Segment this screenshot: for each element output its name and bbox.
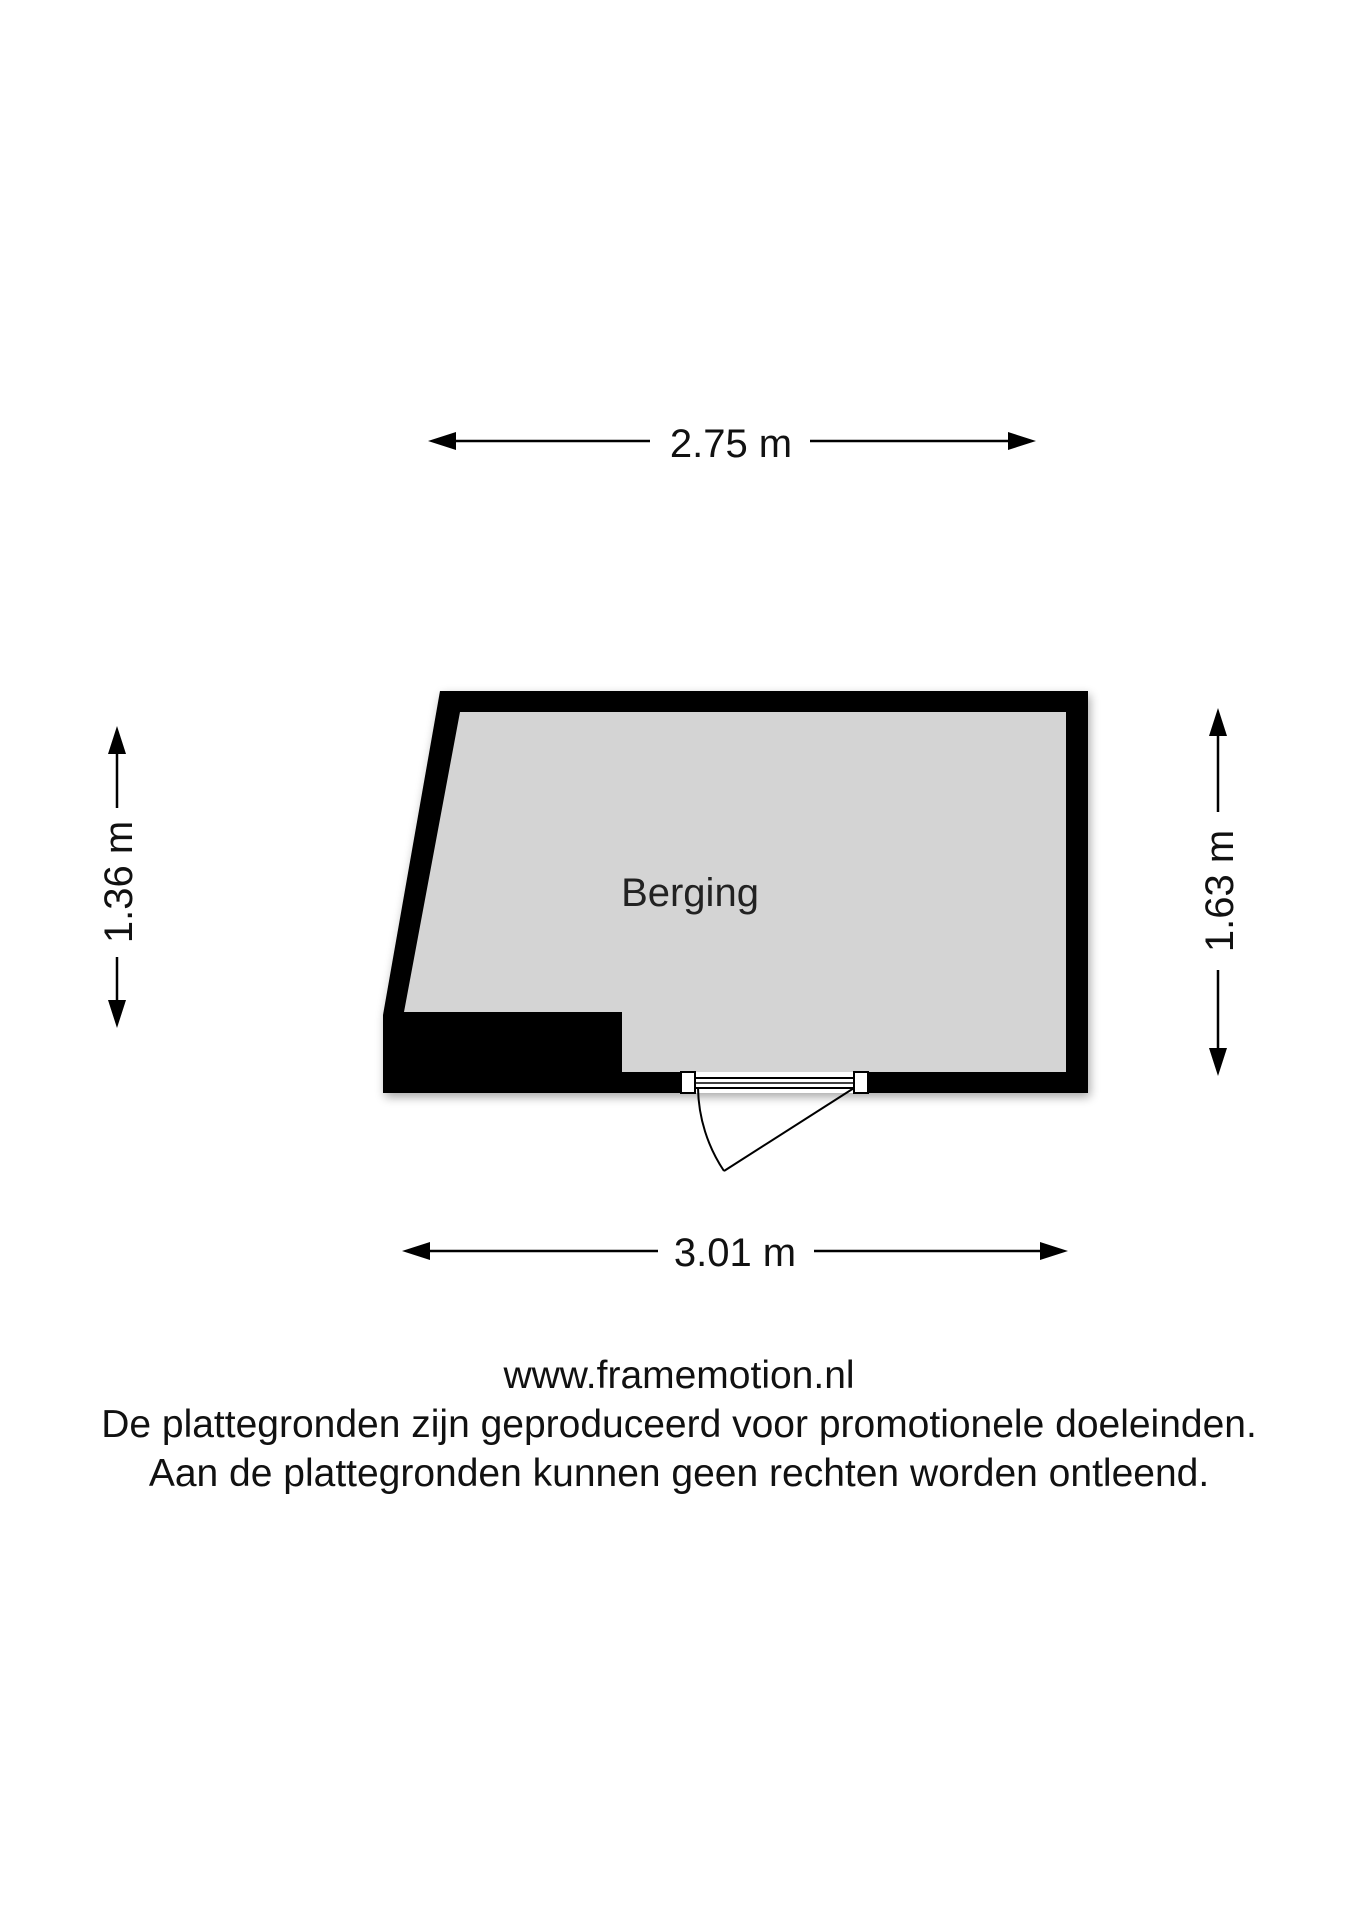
- door-leaf: [724, 1088, 854, 1171]
- footer-disclaimer-line1: De plattegronden zijn geproduceerd voor promotionele doeleinden.: [101, 1403, 1257, 1446]
- door-swing-arc: [698, 1088, 724, 1171]
- dimension-bottom: [402, 1231, 1068, 1275]
- dimension-bottom-arrow-right: [1040, 1242, 1068, 1260]
- dimension-right-arrow-top: [1209, 708, 1227, 736]
- storage-block: [404, 1012, 622, 1074]
- dimension-left-arrow-bottom: [108, 1000, 126, 1028]
- dimension-top: [428, 422, 1036, 466]
- room-label: Berging: [621, 871, 759, 915]
- dimension-right: [1198, 708, 1242, 1076]
- dimension-bottom-label: 3.01 m: [673, 1231, 797, 1275]
- dimension-top-arrow-right: [1008, 432, 1036, 450]
- dimension-left-label: 1.36 m: [97, 820, 141, 944]
- dimension-right-arrow-bottom: [1209, 1048, 1227, 1076]
- dimension-bottom-arrow-left: [402, 1242, 430, 1260]
- footer-url[interactable]: www.framemotion.nl: [503, 1354, 855, 1397]
- dimension-right-label: 1.63 m: [1198, 829, 1242, 953]
- footer-disclaimer-line2: Aan de plattegronden kunnen geen rechten worden ontleend.: [148, 1452, 1210, 1495]
- door-jamb-left: [681, 1072, 695, 1093]
- dimension-top-arrow-left: [428, 432, 456, 450]
- dimension-left: [97, 726, 141, 1028]
- dimension-left-arrow-top: [108, 726, 126, 754]
- dimension-top-label: 2.75 m: [669, 422, 793, 466]
- door-jamb-right: [854, 1072, 868, 1093]
